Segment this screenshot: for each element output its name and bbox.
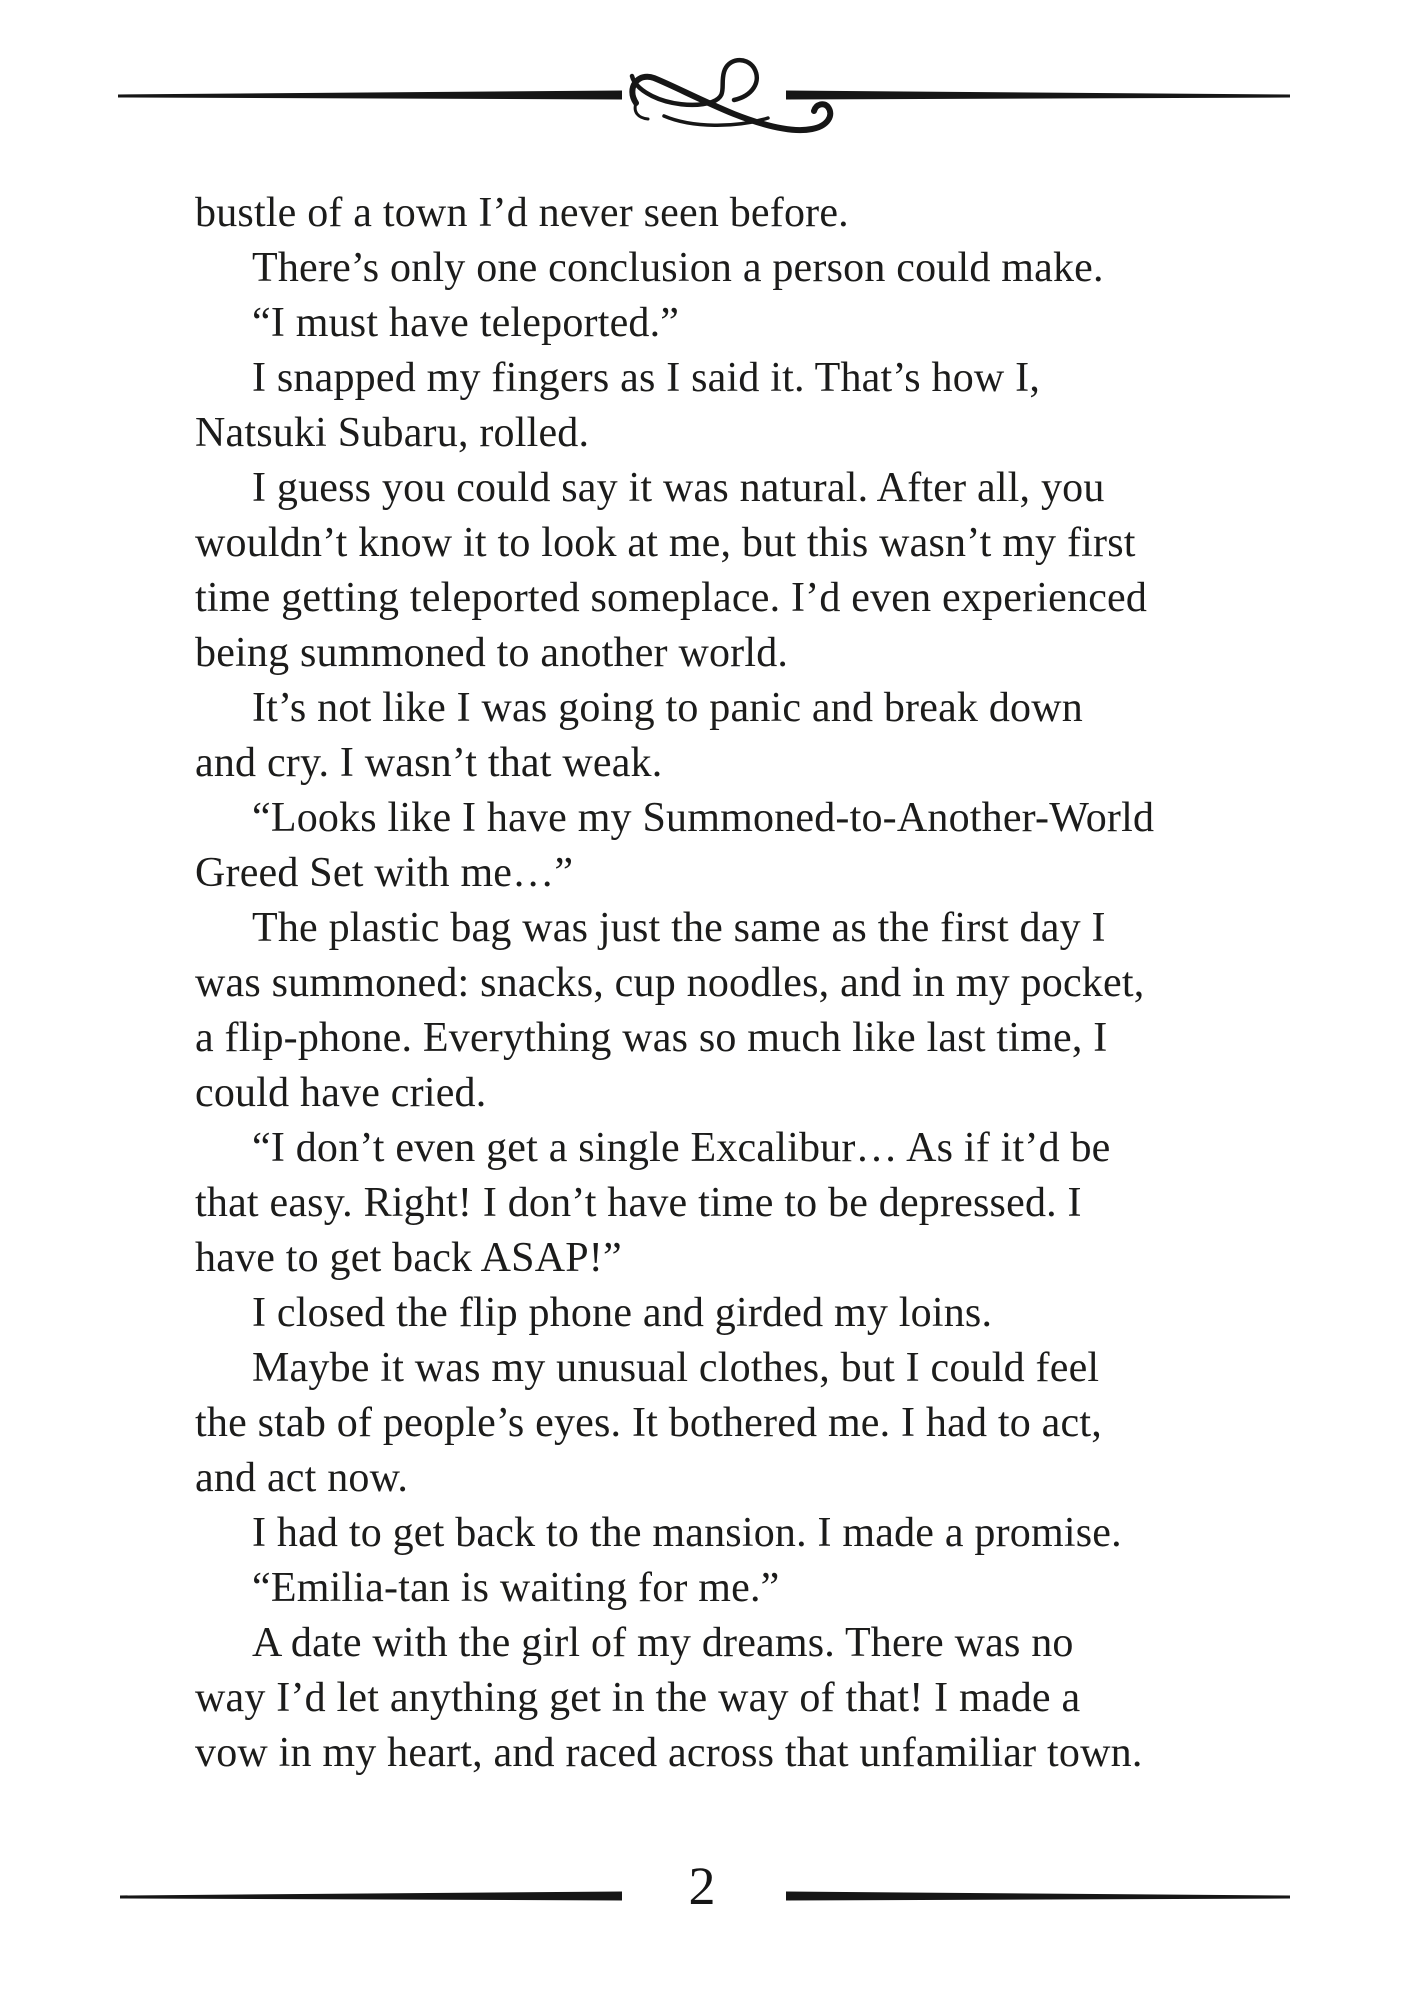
text-line: and cry. I wasn’t that weak. (195, 740, 663, 786)
text-line: I had to get back to the mansion. I made a promise. (252, 1510, 1122, 1556)
text-line: could have cried. (195, 1070, 487, 1116)
page-number: 2 (688, 1856, 716, 1916)
text-line: and act now. (195, 1455, 409, 1501)
text-line: “I must have teleported.” (252, 300, 680, 346)
text-line: Natsuki Subaru, rolled. (195, 410, 590, 456)
text-line: The plastic bag was just the same as the first day I (252, 905, 1106, 951)
text-line: bustle of a town I’d never seen before. (195, 190, 849, 236)
text-line: “Looks like I have my Summoned-to-Another-World (252, 795, 1155, 841)
text-line: A date with the girl of my dreams. There was no (252, 1620, 1074, 1666)
text-line: Greed Set with me…” (195, 850, 574, 896)
text-line: being summoned to another world. (195, 630, 789, 676)
text-line: There’s only one conclusion a person could make. (252, 245, 1104, 291)
text-line: “I don’t even get a single Excalibur… As if it’d be (252, 1125, 1111, 1171)
text-line: It’s not like I was going to panic and break down (252, 685, 1083, 731)
text-line: “Emilia-tan is waiting for me.” (252, 1565, 780, 1611)
text-line: I snapped my fingers as I said it. That’s how I, (252, 355, 1041, 401)
text-line: that easy. Right! I don’t have time to be depressed. I (195, 1180, 1082, 1226)
text-line: time getting teleported someplace. I’d even experienced (195, 575, 1148, 621)
body-text (195, 186, 1280, 1781)
text-line: a flip-phone. Everything was so much like last time, I (195, 1015, 1108, 1061)
divider-flourish-icon (0, 0, 1404, 170)
text-line: vow in my heart, and raced across that unfamiliar town. (195, 1730, 1143, 1776)
text-line: I guess you could say it was natural. After all, you (252, 465, 1105, 511)
text-line: way I’d let anything get in the way of that! I made a (195, 1675, 1081, 1721)
text-line: Maybe it was my unusual clothes, but I could feel (252, 1345, 1100, 1391)
text-line: the stab of people’s eyes. It bothered me. I had to act, (195, 1400, 1102, 1446)
text-line: have to get back ASAP!” (195, 1235, 622, 1281)
text-line: wouldn’t know it to look at me, but this wasn’t my first (195, 520, 1136, 566)
text-line: I closed the flip phone and girded my loins. (252, 1290, 993, 1336)
text-line: was summoned: snacks, cup noodles, and in my pocket, (195, 960, 1145, 1006)
